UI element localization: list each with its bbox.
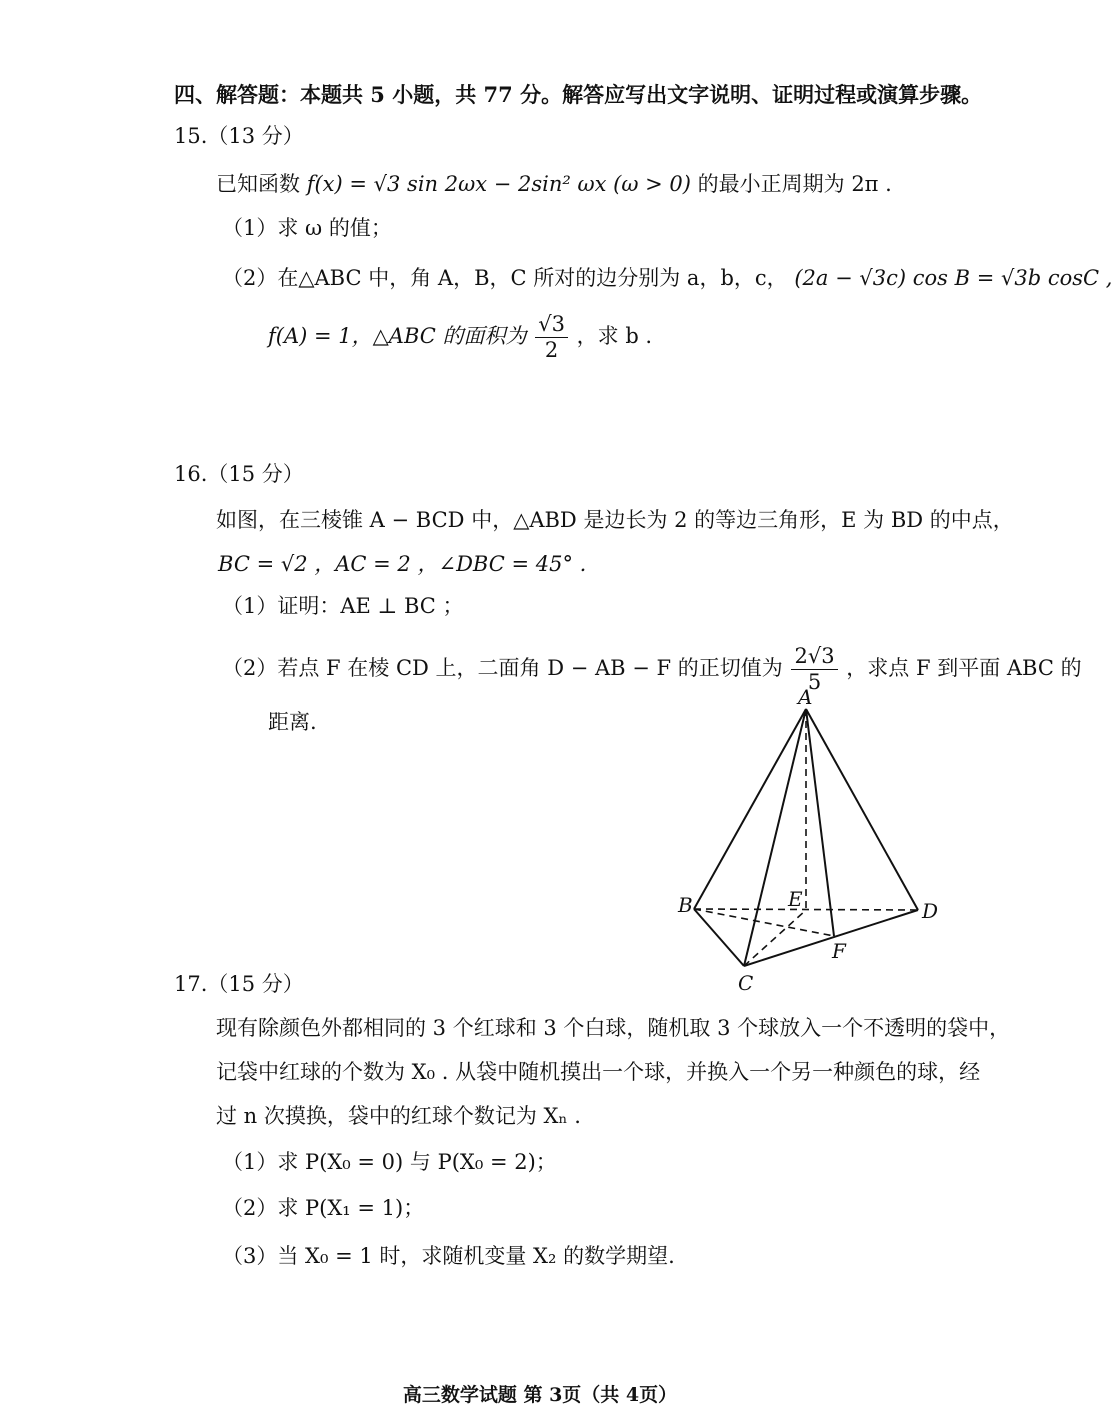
q15-stem	[216, 172, 892, 197]
q17-part1: （1）求 P(X₀ = 0) 与 P(X₀ = 2)；	[222, 1150, 557, 1174]
section-header: 四、解答题：本题共 5 小题，共 77 分。解答应写出文字说明、证明过程或演算步骤。	[174, 82, 983, 107]
q17-number: 17.	[174, 972, 208, 996]
q16-stem-line2: BC = √2 ，AC = 2 ，∠DBC = 45° .	[218, 552, 587, 576]
q16-part2-pre: （2）若点 F 在棱 CD 上，二面角 D − AB − F 的正切值为	[222, 656, 783, 681]
q16-part2-post: ，求点 F 到平面 ABC 的	[846, 656, 1082, 681]
edge-BD-hidden	[694, 909, 918, 910]
q15-part2-line2-post: ，求 b .	[576, 324, 653, 349]
q15-part2-line2-pre: f(A) = 1，△ABC 的面积为	[268, 324, 527, 349]
tetrahedron-figure	[664, 684, 954, 994]
q17-points: （15 分）	[207, 972, 304, 996]
edge-AF	[806, 709, 834, 936]
q15-part2-line1	[222, 266, 1112, 291]
q15-points: （13 分）	[207, 124, 304, 148]
q16-heading	[174, 462, 304, 487]
edge-AC	[744, 709, 806, 966]
label-C: C	[738, 971, 754, 995]
q15-func-expr: f(x) = √3 sin 2ωx − 2sin² ωx (ω > 0)	[306, 172, 691, 196]
q16-part2-line2: 距离.	[268, 710, 317, 734]
q15-part1: （1）求 ω 的值；	[222, 216, 392, 240]
q16-number: 16.	[174, 462, 208, 486]
q17-stem-line1: 现有除颜色外都相同的 3 个红球和 3 个白球，随机取 3 个球放入一个不透明的袋中，	[216, 1016, 1011, 1040]
page-footer: 高三数学试题 第 3页（共 4页）	[402, 1384, 678, 1406]
q15-part2-pre: （2）在△ABC 中，角 A，B，C 所对的边分别为 a，b，c，	[222, 266, 788, 290]
q17-part2: （2）求 P(X₁ = 1)；	[222, 1196, 425, 1220]
q15-stem-pre: 已知函数	[216, 172, 300, 196]
q15-part2-line2	[268, 312, 652, 363]
label-B: B	[678, 893, 693, 917]
q17-heading	[174, 972, 304, 997]
label-A: A	[798, 685, 813, 709]
q16-part1: （1）证明：AE ⊥ BC ；	[222, 594, 464, 618]
q15-area-fraction	[535, 312, 568, 363]
label-E: E	[788, 887, 803, 911]
q15-heading	[174, 124, 304, 149]
q17-part3: （3）当 X₀ = 1 时，求随机变量 X₂ 的数学期望.	[222, 1244, 675, 1268]
q15-area-num: √3	[535, 312, 568, 338]
label-F: F	[832, 939, 846, 963]
q16-points: （15 分）	[207, 462, 304, 486]
q16-tan-den: 5	[807, 670, 822, 695]
q15-part2-expr: (2a − √3c) cos B = √3b cosC ,	[794, 266, 1112, 290]
q15-area-den: 2	[544, 338, 559, 363]
q17-stem-line3: 过 n 次摸换，袋中的红球个数记为 Xₙ .	[216, 1104, 581, 1128]
label-D: D	[922, 899, 939, 923]
q16-stem-line1: 如图，在三棱锥 A − BCD 中，△ABD 是边长为 2 的等边三角形，E 为 BD 的中点，	[216, 508, 1014, 532]
edge-AD	[806, 709, 918, 910]
edge-CE-hidden	[744, 910, 806, 966]
q16-tan-num: 2√3	[791, 644, 837, 670]
q15-number: 15.	[174, 124, 208, 148]
q15-stem-post: 的最小正周期为 2π .	[697, 172, 892, 196]
q17-stem-line2: 记袋中红球的个数为 X₀ . 从袋中随机摸出一个球，并换入一个另一种颜色的球，经	[216, 1060, 981, 1084]
edge-AB	[694, 709, 806, 909]
edge-BC	[694, 909, 744, 966]
